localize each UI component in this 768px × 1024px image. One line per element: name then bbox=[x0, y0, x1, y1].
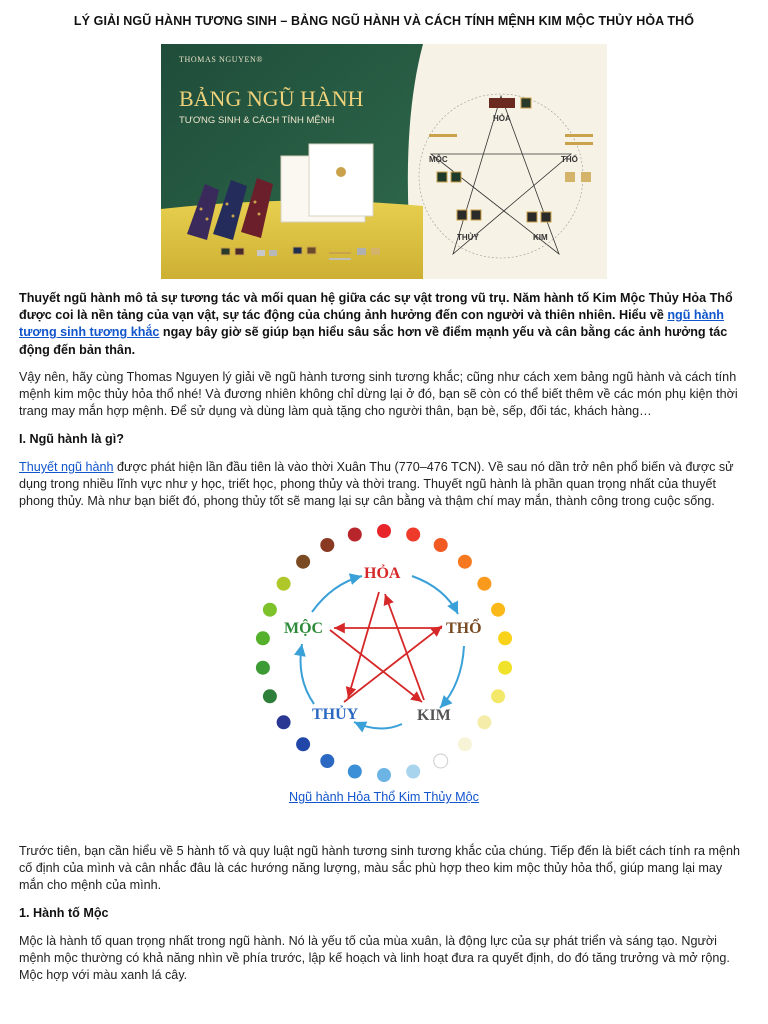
intro-paragraph bbox=[19, 290, 749, 359]
wheel-dot bbox=[477, 715, 491, 729]
wheel-dot bbox=[377, 524, 391, 538]
section-heading-2: 1. Hành tố Mộc bbox=[19, 906, 109, 920]
wheel-dot bbox=[477, 577, 491, 591]
box-logo bbox=[336, 167, 346, 177]
wheel-label-hoa: HỎA bbox=[364, 565, 401, 582]
wheel-dot bbox=[320, 538, 334, 552]
hero-label-moc: MỘC bbox=[429, 155, 448, 164]
intro-tail: ngay bây giờ sẽ giúp bạn hiểu sâu sắc hơn về điểm mạnh yếu và cân bằng các ảnh hưởng tác động đến bản thân. bbox=[19, 325, 728, 357]
wheel-dot bbox=[406, 528, 420, 542]
gift-box-small bbox=[309, 144, 373, 216]
wheel-dot bbox=[458, 555, 472, 569]
hero-label-thuy: THỦY bbox=[457, 233, 479, 242]
article-title: LÝ GIẢI NGŨ HÀNH TƯƠNG SINH – BẢNG NGŨ HÀNH VÀ CÁCH TÍNH MỆNH KIM MỘC THỦY HỎA THỔ bbox=[73, 14, 695, 28]
wheel-dot bbox=[491, 689, 505, 703]
section-1-link[interactable]: Thuyết ngũ hành bbox=[19, 460, 114, 474]
wheel-dot bbox=[491, 603, 505, 617]
wheel-label-moc: MỘC bbox=[284, 620, 324, 637]
five-elements-wheel bbox=[250, 522, 518, 784]
wheel-dot bbox=[263, 603, 277, 617]
hero-banner-image bbox=[161, 44, 607, 279]
wheel-dot bbox=[434, 754, 448, 768]
wheel-label-tho: THỔ bbox=[446, 620, 482, 637]
section-heading-1: I. Ngũ hành là gì? bbox=[19, 432, 124, 446]
hero-heading: BẢNG NGŨ HÀNH bbox=[179, 86, 364, 111]
hero-subheading: TƯƠNG SINH & CÁCH TÍNH MỆNH bbox=[179, 115, 335, 126]
wheel-label-thuy: THỦY bbox=[312, 706, 359, 723]
wheel-caption-link[interactable]: Ngũ hành Hỏa Thổ Kim Thủy Mộc bbox=[289, 790, 479, 804]
wheel-dot bbox=[256, 661, 270, 675]
hero-label-kim: KIM bbox=[533, 233, 548, 242]
section-2-paragraph: Mộc là hành tố quan trọng nhất trong ngũ hành. Nó là yếu tố của mùa xuân, là động lực của sự phát triển và sáng tạo. Người mệnh mộc thường có khả năng nhìn về phía trước, lập kế hoạch và linh hoạt đưa ra quyết định, do đó tăng trưởng và mở rộng. Mộc hợp với màu xanh lá cây. bbox=[19, 934, 730, 983]
controlling-star bbox=[330, 592, 442, 702]
wheel-color-dots bbox=[256, 524, 512, 782]
section-1-text: được phát hiện lần đầu tiên là vào thời Xuân Thu (770–476 TCN). Về sau nó dần trở nên phổ biến và được sử dụng trong nhiều lĩnh vực như y học, triết học, phong thủy và thời trang. Thuyết ngũ hành là phần quan trọng nhất của thuyết phong thủy. Mà như bạn biết đó, phong thủy tốt sẽ mang lại sự cân bằng và thậm chí may mắn, thành công trong cuộc sống. bbox=[19, 460, 734, 509]
section-1-paragraph bbox=[19, 459, 749, 511]
wheel-dot bbox=[296, 555, 310, 569]
wheel-dot bbox=[296, 737, 310, 751]
wheel-svg bbox=[250, 522, 518, 784]
wheel-dot bbox=[458, 737, 472, 751]
hero-illustration bbox=[161, 44, 607, 279]
wheel-dot bbox=[377, 768, 391, 782]
wheel-dot bbox=[256, 631, 270, 645]
wheel-dot bbox=[263, 689, 277, 703]
wheel-dot bbox=[348, 765, 362, 779]
hero-brand: THOMAS NGUYEN® bbox=[179, 55, 264, 64]
wheel-dot bbox=[277, 577, 291, 591]
wheel-dot bbox=[348, 528, 362, 542]
hero-label-hoa: HỎA bbox=[493, 114, 511, 123]
wheel-dot bbox=[320, 754, 334, 768]
wheel-caption bbox=[0, 790, 768, 804]
intro-text: Thuyết ngũ hành mô tả sự tương tác và mối quan hệ giữa các sự vật trong vũ trụ. Năm hành tố Kim Mộc Thủy Hỏa Thổ được coi là nền tảng của vạn vật, sự tác động của chúng ảnh hưởng đến con người và thiên nhiên. Hiểu về bbox=[19, 291, 733, 323]
wheel-dot bbox=[406, 765, 420, 779]
intro-link[interactable]: ngũ hành tương sinh tương khắc bbox=[19, 308, 725, 340]
wheel-label-kim: KIM bbox=[417, 707, 451, 724]
wheel-dot bbox=[277, 715, 291, 729]
body-paragraph-2: Vậy nên, hãy cùng Thomas Nguyen lý giải về ngũ hành tương sinh tương khắc; cũng như cách xem bảng ngũ hành và cách tính mệnh kim mộc thủy hỏa thổ nhé! Và đương nhiên không chỉ dừng lại ở đó, bạn sẽ còn có thể biết thêm về các món phụ kiện thời trang may mắn hợp mệnh. Để sử dụng và dùng làm quà tặng cho người thân, bạn bè, sếp, đối tác, khách hàng… bbox=[19, 370, 738, 419]
hero-label-tho: THỔ bbox=[561, 155, 578, 164]
wheel-dot bbox=[498, 661, 512, 675]
wheel-dot bbox=[434, 538, 448, 552]
body-paragraph-3: Trước tiên, bạn cần hiểu về 5 hành tố và quy luật ngũ hành tương sinh tương khắc của chúng. Tiếp đến là biết cách tính ra mệnh cố định của mình và cân nhắc đâu là các hướng năng lượng, màu sắc phù hợp theo kim mộc thủy hỏa thổ, giúp mang lại may mắn cho mệnh của mình. bbox=[19, 844, 741, 893]
wheel-dot bbox=[498, 631, 512, 645]
